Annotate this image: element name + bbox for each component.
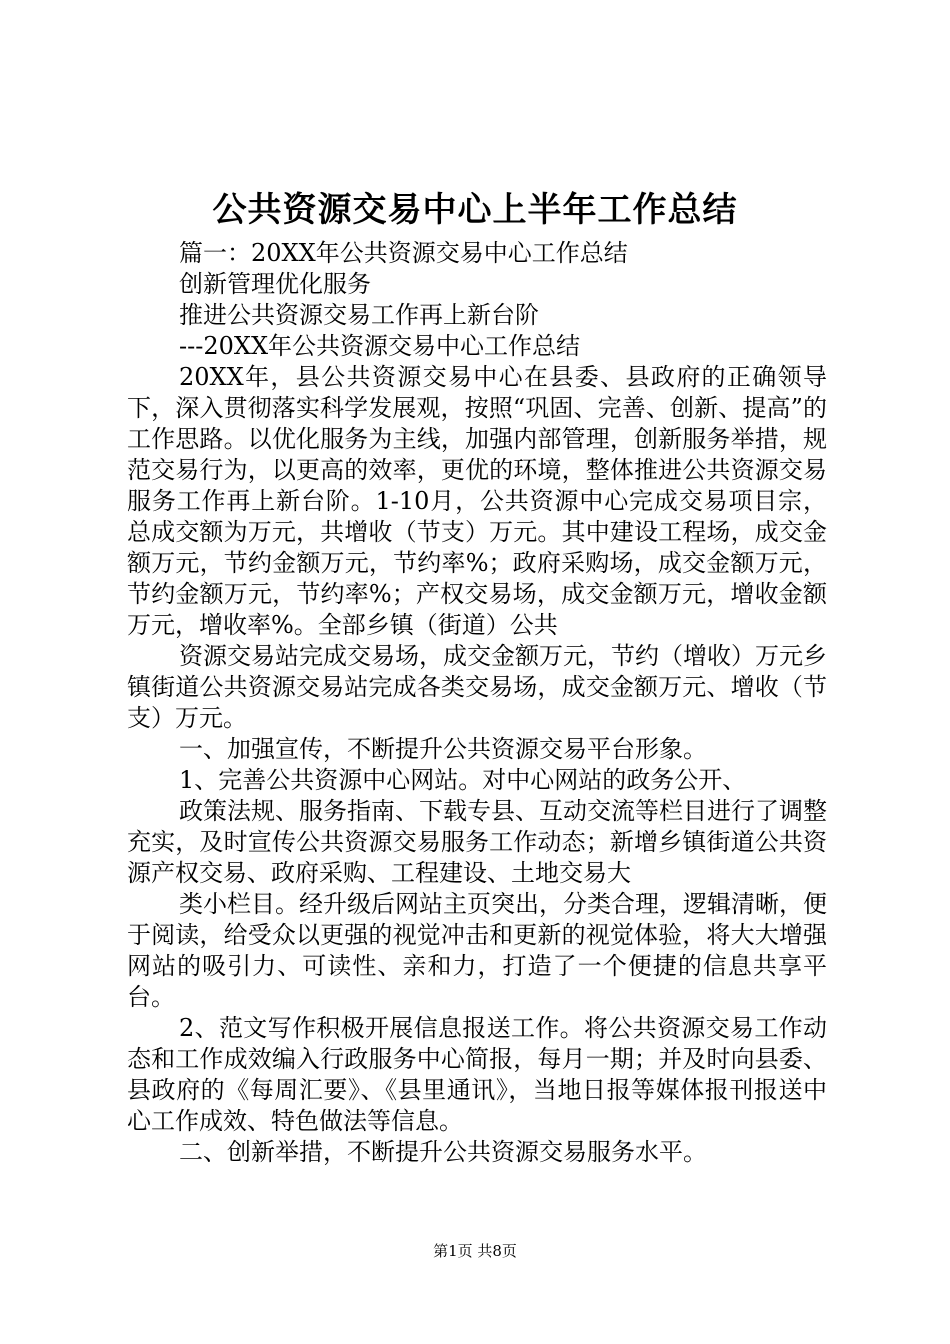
section-heading: 二、创新举措，不断提升公共资源交易服务水平。 [179,1138,707,1166]
document-body [127,238,827,1168]
body-paragraph: 20XX年，县公共资源交易中心在县委、县政府的正确领导下，深入贯彻落实科学发展观，按照“巩固、完善、创新、提高”的工作思路。以优化服务为主线，加强内部管理，创新服务举措，规范交易行为，以更高的效率，更优的环境，整体推进公共资源交易服务工作再上新台阶。1-10月，公共资源中心完成交易项目宗，总成交额为万元，共增收（节支）万元。其中建设工程场，成交金额万元，节约金额万元，节约率%；政府采购场，成交金额万元，节约金额万元，节约率%；产权交易场，成交金额万元，增收金额万元，增收率%。全部乡镇（街道）公共 [127,363,827,639]
section-heading: 一、加强宣传，不断提升公共资源交易平台形象。 [179,735,707,763]
subtitle-line: 推进公共资源交易工作再上新台阶 [179,301,539,329]
body-paragraph: 2、范文写作积极开展信息报送工作。将公共资源交易工作动态和工作成效编入行政服务中心简报，每月一期；并及时向县委、县政府的《每周汇要》、《县里通讯》，当地日报等媒体报刊报送中心工作成效、特色做法等信息。 [127,1014,827,1135]
document-title: 公共资源交易中心上半年工作总结 [212,190,738,230]
section-heading: 篇一：20XX年公共资源交易中心工作总结 [179,239,628,267]
body-paragraph: 政策法规、服务指南、下载专县、互动交流等栏目进行了调整充实，及时宣传公共资源交易服务工作动态；新增乡镇街道公共资源产权交易、政府采购、工程建设、土地交易大 [127,797,827,887]
subtitle-line: ---20XX年公共资源交易中心工作总结 [179,332,581,360]
body-paragraph: 类小栏目。经升级后网站主页突出，分类合理，逻辑清晰，便于阅读，给受众以更强的视觉冲击和更新的视觉体验，将大大增强网站的吸引力、可读性、亲和力，打造了一个便捷的信息共享平台。 [127,890,827,1011]
page-footer: 第1页 共8页 [433,1242,517,1260]
subtitle-line: 创新管理优化服务 [179,270,371,298]
body-paragraph: 资源交易站完成交易场，成交金额万元，节约（增收）万元乡镇街道公共资源交易站完成各类交易场，成交金额万元、增收（节支）万元。 [127,642,827,732]
body-paragraph: 1、完善公共资源中心网站。对中心网站的政务公开、 [179,766,747,794]
